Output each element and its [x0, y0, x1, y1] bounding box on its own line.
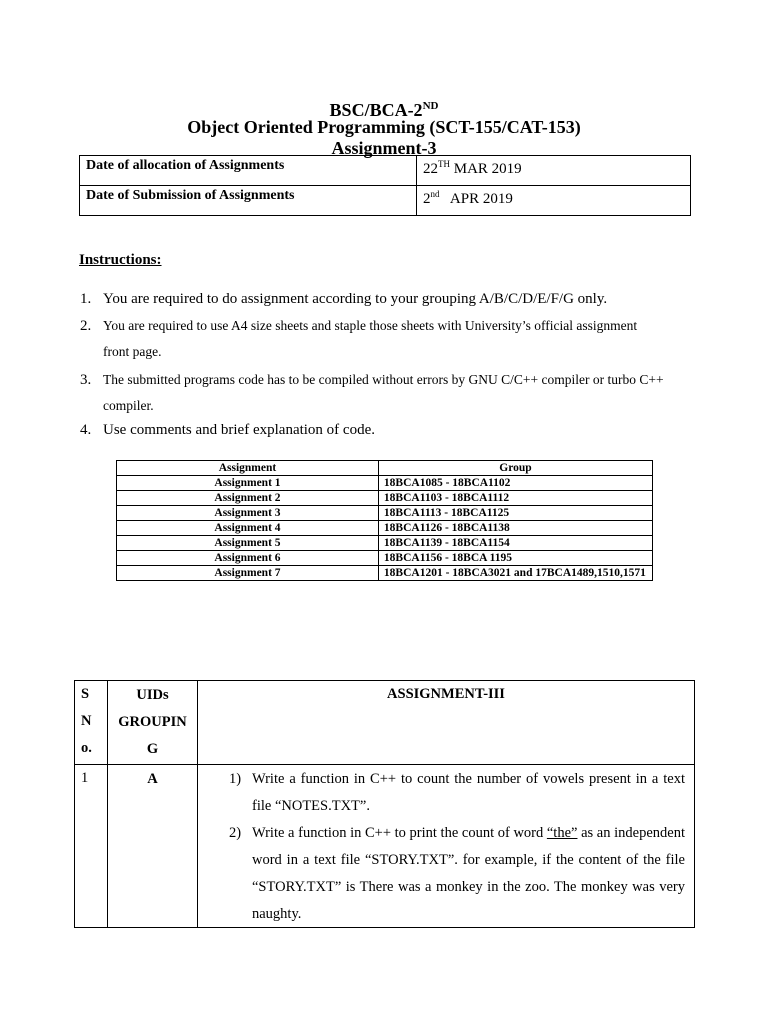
assignment-cell: Assignment 6 [117, 551, 379, 566]
allocation-sup: TH [438, 159, 450, 169]
group-cell: 18BCA1113 - 18BCA1125 [378, 506, 652, 521]
group-cell: 18BCA1139 - 18BCA1154 [378, 536, 652, 551]
group-cell: 18BCA1156 - 18BCA 1195 [378, 551, 652, 566]
uid-header-line: GROUPIN [118, 714, 187, 730]
allocation-row [80, 156, 691, 186]
submission-date [417, 186, 691, 216]
allocation-rest: MAR 2019 [450, 161, 522, 177]
group-table [116, 460, 653, 581]
instruction-number: 2. [80, 318, 92, 334]
question-text-pre: Write a function in C++ to print the count of word [252, 825, 547, 841]
dates-table [79, 155, 691, 216]
table-row [117, 566, 653, 581]
sno-header-line: N [81, 713, 92, 729]
group-cell: 18BCA1103 - 18BCA1112 [378, 491, 652, 506]
sno-header [75, 681, 108, 765]
table-row [117, 506, 653, 521]
assignment-table [74, 680, 695, 928]
assignment-cell: Assignment 4 [117, 521, 379, 536]
course-sup: ND [422, 100, 439, 112]
instruction-text: You are required to use A4 size sheets and staple those sheets with University’s official assignment front page. [103, 318, 638, 359]
instruction-number: 1. [80, 291, 92, 307]
table-row [117, 521, 653, 536]
table-row [117, 551, 653, 566]
table-row [117, 536, 653, 551]
question-item [199, 820, 693, 926]
row-sno: 1 [75, 765, 108, 928]
instruction-number: 4. [80, 422, 92, 438]
allocation-day: 22 [423, 161, 438, 177]
question-keyword: “the” [546, 825, 578, 841]
assignment-cell: Assignment 7 [117, 566, 379, 581]
instruction-text: Use comments and brief explanation of code. [103, 422, 375, 438]
subject-title: Object Oriented Programming (SCT-155/CAT-153) [187, 117, 581, 137]
instruction-text: You are required to do assignment according to your grouping A/B/C/D/E/F/G only. [103, 291, 608, 307]
row-questions [198, 765, 695, 928]
submission-label: Date of Submission of Assignments [80, 186, 417, 216]
submission-day: 2 [423, 191, 431, 207]
instruction-text: The submitted programs code has to be compiled without errors by GNU C/C++ compiler or turbo C++ compiler. [103, 372, 664, 413]
submission-rest: APR 2019 [439, 191, 513, 207]
question-item [199, 766, 693, 820]
question-text-post: as an independent word in a text file “STORY.TXT”. for example, if the content of the file “STORY.TXT” is There was a monkey in the zoo. The monkey was very naughty. [252, 825, 685, 922]
assignment-header: ASSIGNMENT-III [198, 681, 695, 765]
assignment-cell: Assignment 3 [117, 506, 379, 521]
assignment-cell: Assignment 1 [117, 476, 379, 491]
sno-header-line: S [81, 686, 90, 702]
assignment-title: Assignment-3 [331, 138, 437, 158]
group-table-header [117, 461, 653, 476]
table-row [117, 476, 653, 491]
table-row [75, 765, 695, 928]
questions-clip [199, 766, 693, 926]
course-prefix: BSC/BCA-2 [329, 100, 423, 120]
submission-row [80, 186, 691, 216]
uid-header [108, 681, 198, 765]
question-number: 2) [229, 825, 242, 841]
group-cell: 18BCA1126 - 18BCA1138 [378, 521, 652, 536]
sno-header-line: o. [81, 740, 92, 756]
table-row [117, 491, 653, 506]
assignment-cell: Assignment 5 [117, 536, 379, 551]
group-col-group: Group [378, 461, 652, 476]
allocation-date [417, 156, 691, 186]
question-text: Write a function in C++ to count the number of vowels present in a text file “NOTES.TXT”. [252, 771, 685, 814]
row-group: A [108, 765, 198, 928]
group-cell: 18BCA1085 - 18BCA1102 [378, 476, 652, 491]
uid-header-line: G [146, 741, 159, 757]
assignment-table-header [75, 681, 695, 765]
group-cell: 18BCA1201 - 18BCA3021 and 17BCA1489,1510,1571 [378, 566, 652, 581]
uid-header-line: UIDs [136, 687, 169, 703]
instructions-heading: Instructions: [79, 252, 162, 268]
group-col-assignment: Assignment [117, 461, 379, 476]
assignment-cell: Assignment 2 [117, 491, 379, 506]
allocation-label: Date of allocation of Assignments [80, 156, 417, 186]
question-number: 1) [229, 771, 242, 787]
instruction-number: 3. [80, 372, 92, 388]
submission-sup: nd [430, 189, 440, 199]
